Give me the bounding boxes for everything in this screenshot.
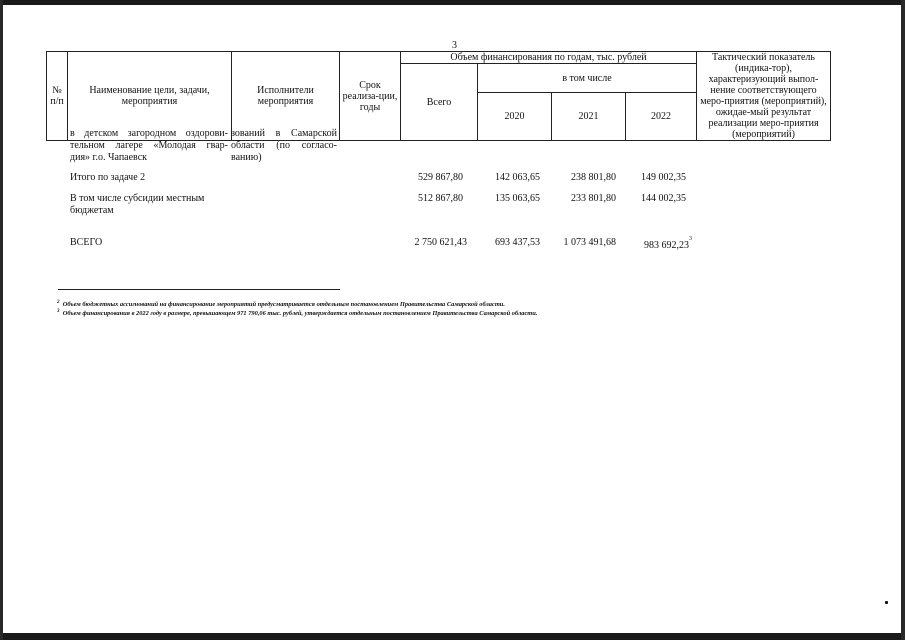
row-subsidies-2022: 144 002,35 bbox=[641, 193, 686, 204]
footnote-2 bbox=[57, 300, 505, 308]
row-task-total-label: Итого по задаче 2 bbox=[70, 172, 146, 183]
row-grand-total-2021: 1 073 491,68 bbox=[563, 237, 616, 248]
header-name: Наименование цели, задачи, мероприятия bbox=[68, 52, 232, 141]
row-grand-total-label: ВСЕГО bbox=[70, 237, 103, 248]
header-executors: Исполнители мероприятия bbox=[232, 52, 340, 141]
row-subsidies-2021: 233 801,80 bbox=[571, 193, 616, 204]
header-including: в том числе bbox=[478, 64, 697, 93]
row-task-total-2022: 149 002,35 bbox=[641, 172, 686, 183]
continued-exec-line: зований в Самарской bbox=[231, 128, 337, 139]
row-task-total-2020: 142 063,65 bbox=[495, 172, 540, 183]
scan-border-top bbox=[0, 0, 905, 5]
scan-border-left bbox=[0, 0, 3, 640]
footnote-text: Объем финансирования в 2022 году в размере, превышающем 971 790,06 тыс. рублей, утверждается отдельным постановлением Правительства Самарской области. bbox=[62, 310, 538, 318]
header-year-2022: 2022 bbox=[626, 93, 697, 141]
scan-border-bottom bbox=[0, 633, 905, 640]
header-indicator: Тактический показатель (индика-тор), характеризующий выпол-нение соответствующего меро-приятия (мероприятий), ожидае-мый результат реализации меро-приятия (мероприятий) bbox=[697, 52, 831, 141]
header-term: Срок реализа-ции, годы bbox=[340, 52, 401, 141]
continued-name-line: дия» г.о. Чапаевск bbox=[70, 152, 148, 163]
grand-total-2022-footnote-mark: 3 bbox=[689, 236, 692, 242]
continued-name-line: тельном лагере «Молодая гвар- bbox=[70, 140, 228, 151]
header-num: № п/п bbox=[47, 52, 68, 141]
header-year-2021: 2021 bbox=[552, 93, 626, 141]
footnote-3 bbox=[57, 309, 537, 317]
footnote-text: Объем бюджетных ассигнований на финансирование мероприятий предусматривается отдельным постановлением Правительства Самарской области. bbox=[62, 301, 505, 309]
footnote-mark: 2 bbox=[57, 300, 60, 305]
grand-total-2022-value: 983 692,23 bbox=[644, 240, 689, 252]
row-subsidies-2020: 135 063,65 bbox=[495, 193, 540, 204]
header-year-2020: 2020 bbox=[478, 93, 552, 141]
row-grand-total-2022 bbox=[622, 233, 692, 252]
continued-exec-line: области (по согласо- bbox=[231, 140, 337, 151]
continued-exec-line: ванию) bbox=[231, 152, 262, 163]
header-funding: Объем финансирования по годам, тыс. рублей bbox=[401, 52, 697, 64]
header-total: Всего bbox=[401, 64, 478, 141]
footnote-mark: 3 bbox=[57, 309, 60, 314]
row-grand-total-all: 2 750 621,43 bbox=[414, 237, 467, 248]
continued-name bbox=[70, 128, 228, 164]
row-task-total-2021: 238 801,80 bbox=[571, 172, 616, 183]
row-subsidies-all: 512 867,80 bbox=[418, 193, 463, 204]
row-grand-total-2020: 693 437,53 bbox=[495, 237, 540, 248]
row-subsidies-label: В том числе субсидии местным бюджетам bbox=[70, 193, 205, 216]
row-task-total-all: 529 867,80 bbox=[418, 172, 463, 183]
scan-speck bbox=[885, 601, 888, 604]
page-number: 3 bbox=[452, 40, 457, 51]
scan-border-right bbox=[901, 0, 905, 640]
continued-executors bbox=[231, 128, 337, 164]
continued-name-line: в детском загородном оздорови- bbox=[70, 128, 228, 139]
footnote-separator bbox=[58, 289, 340, 290]
